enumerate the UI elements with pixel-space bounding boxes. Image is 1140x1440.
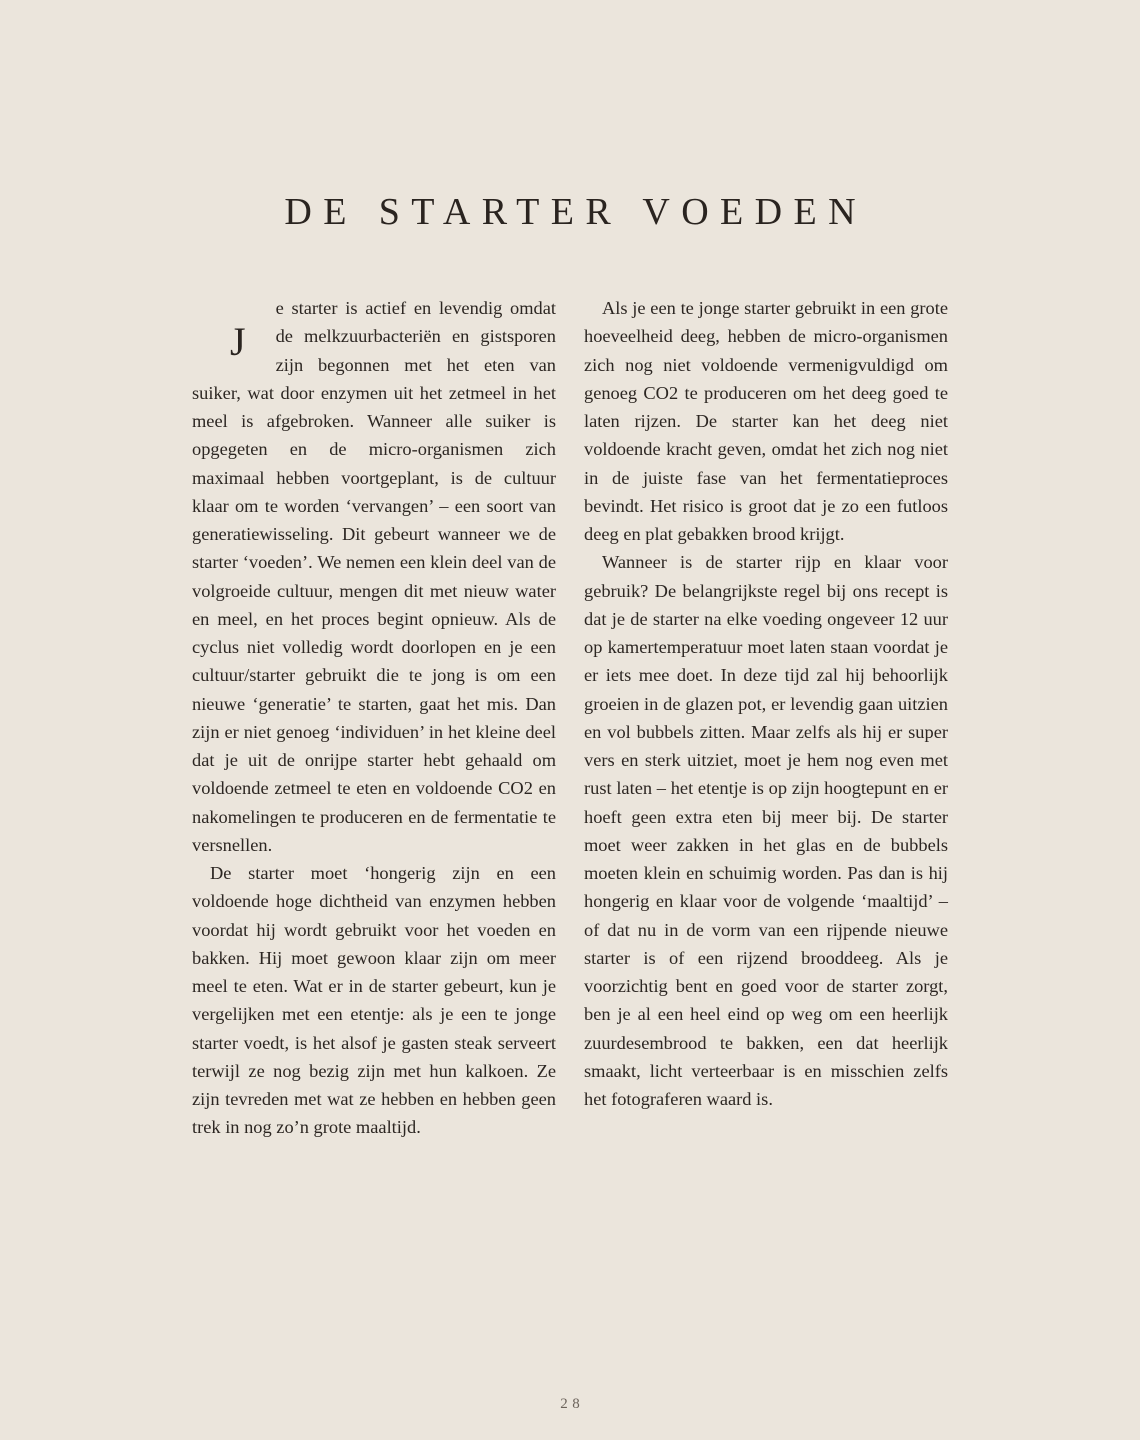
right-column (584, 294, 948, 1113)
paragraph: Wanneer is de starter rijp en klaar voor gebruik? De belangrijkste regel bij ons recept is dat je de starter na elke voeding ongeveer 12 uur op kamertemperatuur moet laten staan voordat je er iets mee doet. In deze tijd zal hij behoorlijk groeien in de glazen pot, er levendig gaan uitzien en vol bubbels zitten. Maar zelfs als hij er super vers en sterk uitziet, moet je hem nog even met rust laten – het etentje is op zijn hoogtepunt en er hoeft geen extra eten bij meer bij. De starter moet weer zakken in het glas en de bubbels moeten klein en schuimig worden. Pas dan is hij hongerig en klaar voor de volgende ‘maaltijd’ – of dat nu in de vorm van een rijpende nieuwe starter is of een rijzend brooddeeg. Als je voorzichtig bent en goed voor de starter zorgt, ben je al een heel eind op weg om een heerlijk zuurdesembrood te bakken, een dat heerlijk smaakt, licht verteerbaar is en misschien zelfs het fotograferen waard is. (584, 552, 948, 1109)
paragraph: Als je een te jonge starter gebruikt in een grote hoeveelheid deeg, hebben de micro-organismen zich nog niet voldoende vermenigvuldigd om genoeg CO2 te produceren om het deeg goed te laten rijzen. De starter kan het deeg niet voldoende kracht geven, omdat het zich nog niet in de juiste fase van het fermentatieproces bevindt. Het risico is groot dat je zo een futloos deeg en plat gebakken brood krijgt. (584, 298, 948, 544)
drop-cap: J (230, 319, 246, 364)
paragraph (192, 294, 556, 859)
page-number: 28 (560, 1396, 585, 1412)
paragraph-text: e starter is actief en levendig omdat de melkzuurbacteriën en gistsporen zijn begonnen met het eten van suiker, wat door enzymen uit het zetmeel in het meel is afgebroken. Wanneer alle suiker is opgegeten en de micro-organismen zich maximaal hebben voortgeplant, is de cultuur klaar om te worden ‘vervangen’ – een soort van generatiewisseling. Dit gebeurt wanneer we de starter ‘voeden’. We nemen een klein deel van de volgroeide cultuur, mengen dit met nieuw water en meel, en het proces begint opnieuw. Als de cyclus niet volledig wordt doorlopen en je een cultuur/starter gebruikt die te jong is om een nieuwe ‘generatie’ te starten, gaat het mis. Dan zijn er niet genoeg ‘individuen’ in het kleine deel dat je uit de onrijpe starter hebt gehaald om voldoende zetmeel te eten en voldoende CO2 en nakomelingen te produceren en de fermentatie te versnellen. (192, 298, 556, 855)
paragraph: De starter moet ‘hongerig zijn en een voldoende hoge dichtheid van enzymen hebben voordat hij wordt gebruikt voor het voeden en bakken. Hij moet gewoon klaar zijn om meer meel te eten. Wat er in de starter gebeurt, kun je vergelijken met een etentje: als je een te jonge starter voedt, is het alsof je gasten steak serveert terwijl ze nog bezig zijn met hun kalkoen. Ze zijn tevreden met wat ze hebben en hebben geen trek in nog zo’n grote maaltijd. (192, 863, 556, 1138)
page-title: DE STARTER VOEDEN (284, 191, 867, 233)
left-column (192, 294, 556, 1142)
